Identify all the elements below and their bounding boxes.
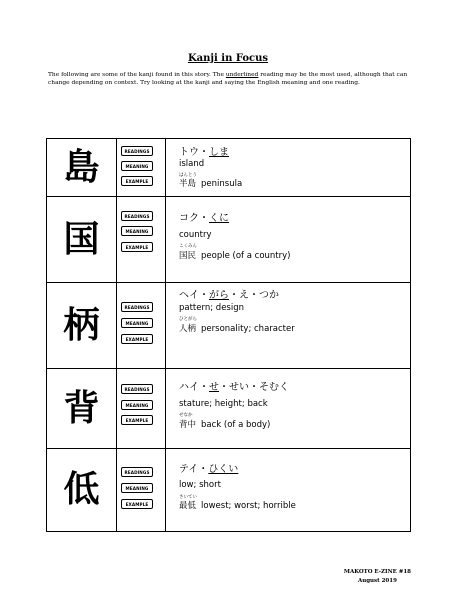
readings-label: READINGS xyxy=(121,211,153,221)
readings-label: READINGS xyxy=(121,384,153,394)
example-furigana: さいてい xyxy=(179,495,197,500)
kanji-row xyxy=(47,197,410,283)
kanji-meaning: pattern; design xyxy=(179,303,244,313)
example-meaning: people (of a country) xyxy=(201,251,291,261)
example-meaning: lowest; worst; horrible xyxy=(201,501,296,511)
example-line xyxy=(179,177,242,189)
kun-reading-main: くに xyxy=(209,213,229,224)
kanji-character: 柄 xyxy=(63,304,100,346)
readings-label: READINGS xyxy=(121,467,153,477)
example-line xyxy=(179,249,290,261)
on-reading: コク・ xyxy=(179,213,209,224)
example-meaning: personality; character xyxy=(201,324,295,334)
kanji-row xyxy=(47,139,410,197)
example-meaning: back (of a body) xyxy=(201,420,271,430)
kanji-meaning: stature; height; back xyxy=(179,399,268,409)
footer-date: August 2019 xyxy=(357,578,397,584)
example-word: 国民 xyxy=(179,251,197,261)
readings-label: READINGS xyxy=(121,146,153,156)
meaning-label: MEANING xyxy=(121,226,153,236)
readings-label: READINGS xyxy=(121,302,153,312)
kun-reading-rest: ・せい・そむく xyxy=(219,382,289,393)
kanji-character: 背 xyxy=(63,387,100,429)
meaning-label: MEANING xyxy=(121,161,153,171)
kun-reading-main: しま xyxy=(209,147,229,158)
example-line xyxy=(179,322,295,334)
on-reading: ヘイ・ xyxy=(179,290,209,301)
meaning-label: MEANING xyxy=(121,483,153,493)
intro-underlined: underlined xyxy=(225,72,259,78)
kanji-row xyxy=(47,283,410,369)
example-meaning: peninsula xyxy=(201,179,243,189)
kun-reading-main: ひくい xyxy=(208,464,239,475)
kanji-character: 島 xyxy=(63,146,100,188)
example-label: EXAMPLE xyxy=(121,499,153,509)
kanji-meaning: country xyxy=(179,230,212,240)
kanji-character: 国 xyxy=(63,218,100,260)
footer-issue: MAKOTO E-ZINE #18 xyxy=(343,569,411,575)
on-reading: ハイ・ xyxy=(179,382,209,393)
kun-reading-rest: ・え・つか xyxy=(229,290,279,301)
example-furigana: はんとう xyxy=(179,173,197,178)
example-line xyxy=(179,418,270,430)
kanji-readings xyxy=(179,209,229,224)
kanji-meaning: low; short xyxy=(179,480,221,490)
example-word: 背中 xyxy=(179,420,197,430)
meaning-label: MEANING xyxy=(121,400,153,410)
kun-reading-main: がら xyxy=(209,290,229,301)
footer xyxy=(344,568,411,586)
example-label: EXAMPLE xyxy=(121,334,153,344)
example-furigana: こくみん xyxy=(179,244,197,249)
kanji-meaning: island xyxy=(179,159,205,169)
example-label: EXAMPLE xyxy=(121,176,153,186)
example-furigana: ひとがら xyxy=(179,317,197,322)
kun-reading-main: せ xyxy=(209,382,219,393)
example-word: 人柄 xyxy=(179,324,197,334)
example-word: 最低 xyxy=(179,501,197,511)
kanji-table xyxy=(46,138,411,532)
kanji-readings xyxy=(179,378,289,393)
on-reading: トウ・ xyxy=(179,147,209,158)
example-furigana: せなか xyxy=(179,413,193,418)
example-line xyxy=(179,499,296,511)
intro-before: The following are some of the kanji found in this story. The xyxy=(48,72,226,78)
kanji-readings xyxy=(179,143,229,158)
intro-text xyxy=(48,71,414,88)
kanji-character: 低 xyxy=(63,469,100,510)
meaning-label: MEANING xyxy=(121,318,153,328)
kanji-readings xyxy=(179,460,238,475)
page-title: Kanji in Focus xyxy=(187,53,269,64)
example-label: EXAMPLE xyxy=(121,415,153,425)
kanji-row xyxy=(47,369,410,449)
on-reading: テイ・ xyxy=(179,464,209,475)
kanji-row xyxy=(47,449,410,531)
example-label: EXAMPLE xyxy=(121,242,153,252)
example-word: 半島 xyxy=(179,179,197,189)
intro-after: reading may be the most used, although that can change depending on context. Try looking at the kanji and saying the English meaning and one reading. xyxy=(48,72,408,87)
kanji-readings xyxy=(179,286,279,301)
